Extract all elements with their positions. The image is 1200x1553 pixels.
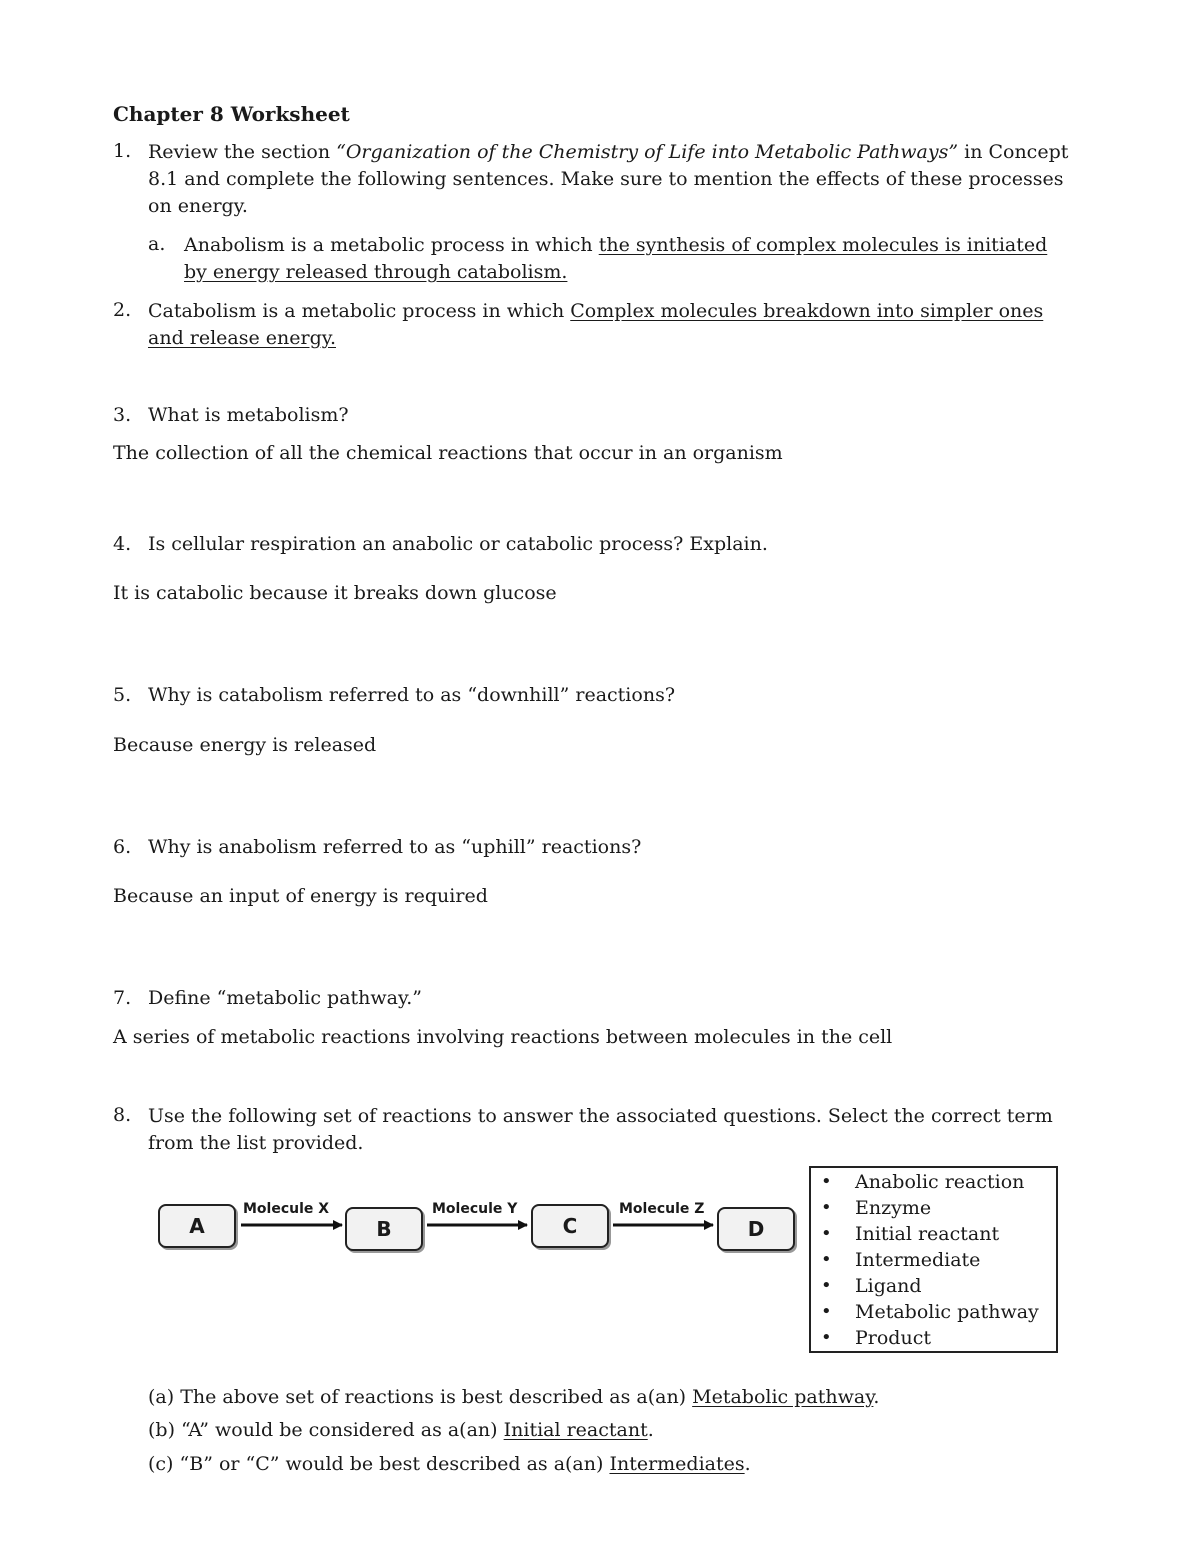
term-item: • Product (811, 1325, 1056, 1351)
molecule-node-b: B (345, 1207, 423, 1251)
q5-number: 5. (113, 684, 132, 706)
q8-part-c-label: (c) (148, 1453, 174, 1475)
q8-part-c-post: . (744, 1453, 751, 1475)
q1a-answer: the synthesis of complex molecules is initiated by energy released through catabolism. (184, 234, 1048, 283)
q8-part-a-label: (a) (148, 1386, 175, 1408)
q6-answer: Because an input of energy is required (113, 885, 488, 907)
q4-question: Is cellular respiration an anabolic or catabolic process? Explain. (148, 533, 768, 555)
arrow-label-z: Molecule Z (619, 1201, 705, 1217)
q1-pre: Review the section (148, 141, 337, 163)
term-item: • Initial reactant (811, 1221, 1056, 1247)
q1-post: in Concept 8.1 and complete the following sentences. Make sure to mention the effects of these processes on energy. (148, 141, 1069, 217)
q1-number: 1. (113, 140, 132, 162)
q2-answer: Complex molecules breakdown into simpler ones and release energy. (148, 300, 1044, 349)
q8-part-c-pre: “B” or “C” would be best described as a(an) (179, 1453, 610, 1475)
q3-number: 3. (113, 404, 132, 426)
q8-part-b-pre: “A” would be considered as a(an) (181, 1419, 504, 1441)
arrow-label-x: Molecule X (243, 1201, 330, 1217)
q8-number: 8. (113, 1104, 132, 1126)
q5-answer: Because energy is released (113, 734, 377, 756)
q1-section-ref: “Organization of the Chemistry of Life into Metabolic Pathways” (336, 141, 959, 163)
q2-number: 2. (113, 299, 132, 321)
q8-part-c-answer: Intermediates (609, 1453, 745, 1475)
q4-answer: It is catabolic because it breaks down glucose (113, 582, 557, 604)
q8-part-a-answer: Metabolic pathway (692, 1386, 874, 1408)
q3-answer: The collection of all the chemical reactions that occur in an organism (113, 442, 783, 464)
q7-answer: A series of metabolic reactions involving reactions between molecules in the cell (113, 1026, 893, 1048)
q2-pre: Catabolism is a metabolic process in which (148, 300, 571, 322)
q8-part-b (148, 1419, 654, 1441)
q8-part-b-post: . (647, 1419, 654, 1441)
q8-part-b-answer: Initial reactant (503, 1419, 648, 1441)
molecule-node-c: C (531, 1204, 609, 1248)
molecule-node-a: A (158, 1204, 236, 1248)
q4-number: 4. (113, 533, 132, 555)
term-item: • Metabolic pathway (811, 1299, 1056, 1325)
molecule-node-d: D (717, 1207, 795, 1251)
q7-number: 7. (113, 987, 132, 1009)
q5-question: Why is catabolism referred to as “downhill” reactions? (148, 684, 675, 706)
term-item: • Enzyme (811, 1195, 1056, 1221)
term-item: • Anabolic reaction (811, 1169, 1056, 1195)
page-title: Chapter 8 Worksheet (113, 102, 350, 126)
q8-part-c (148, 1453, 751, 1475)
q7-question: Define “metabolic pathway.” (148, 987, 422, 1009)
q6-number: 6. (113, 836, 132, 858)
q6-question: Why is anabolism referred to as “uphill” reactions? (148, 836, 642, 858)
q8-part-a-pre: The above set of reactions is best described as a(an) (180, 1386, 693, 1408)
q8-part-a-post: . (873, 1386, 880, 1408)
q8-question: Use the following set of reactions to answer the associated questions. Select the correct term from the list provided. (148, 1105, 1053, 1154)
q1a-pre: Anabolism is a metabolic process in which (184, 234, 599, 256)
arrow-label-y: Molecule Y (432, 1201, 518, 1217)
q8-part-a (148, 1386, 879, 1408)
q1a-label: a. (148, 233, 166, 255)
q3-question: What is metabolism? (148, 404, 349, 426)
term-list-box (809, 1166, 1058, 1353)
q8-part-b-label: (b) (148, 1419, 175, 1441)
term-item: • Intermediate (811, 1247, 1056, 1273)
term-item: • Ligand (811, 1273, 1056, 1299)
